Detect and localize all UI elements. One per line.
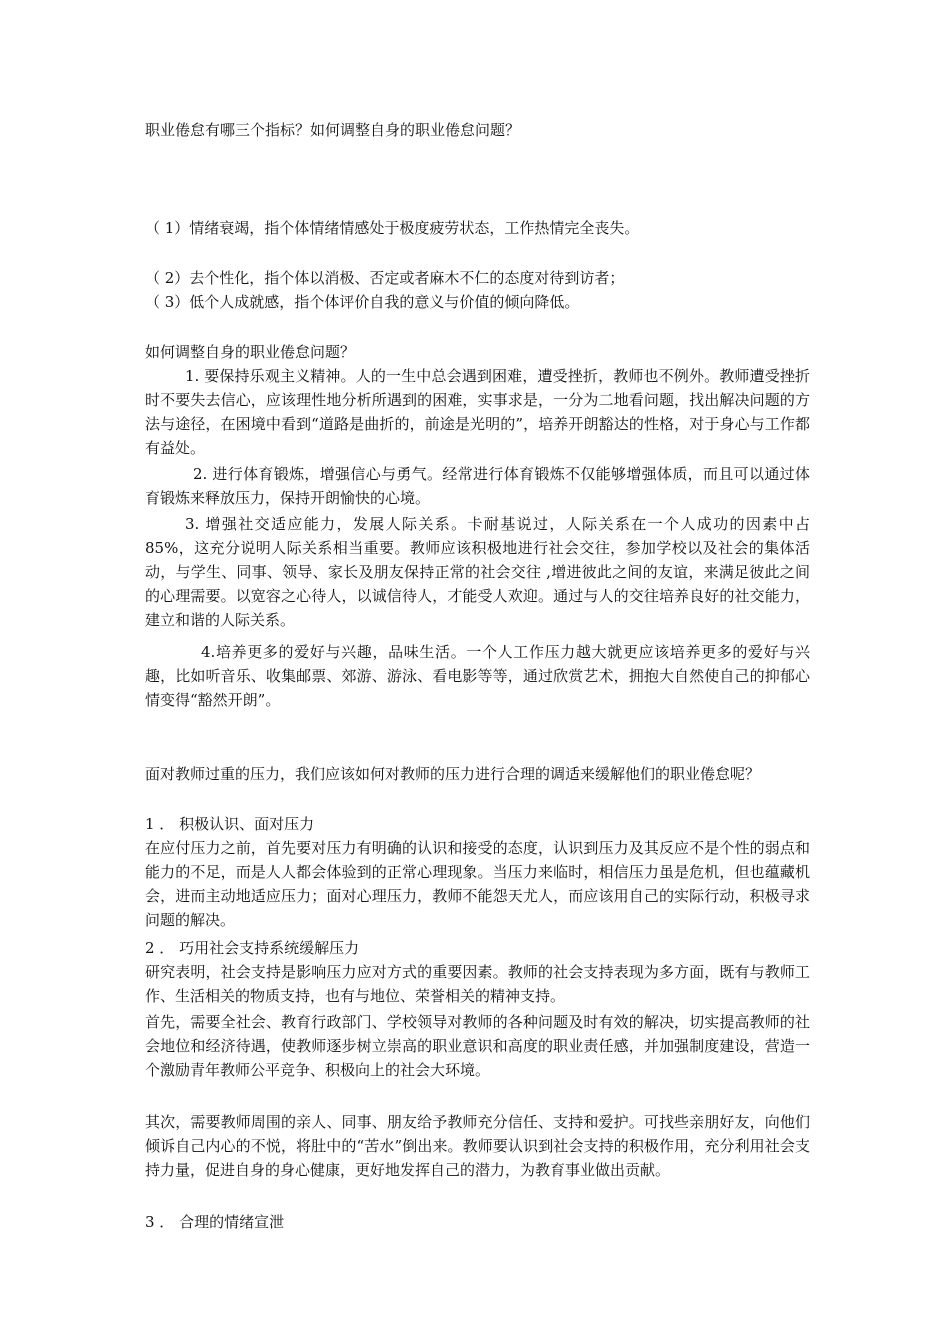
section-3-heading: 3 ． 合理的情绪宣泄 (145, 1213, 285, 1231)
adjust-point-2: 2. 进行体育锻炼，增强信心与勇气。经常进行体育锻炼不仅能够增强体质，而且可以通过体育锻炼来释放压力，保持开朗愉快的心境。 (145, 465, 810, 507)
adjust-point-1: 1. 要保持乐观主义精神。人的一生中总会遇到困难，遭受挫折，教师也不例外。教师遭受挫折时不要失去信心，应该理性地分析所遇到的困难，实事求是，一分为二地看问题，找出解决问题的方法与途径，在困境中看到“道路是曲折的，前途是光明的”，培养开朗豁达的性格，对于身心与工作都有益处。 (145, 367, 810, 457)
indicator-1: （ 1）情绪衰竭，指个体情绪情感处于极度疲劳状态，工作热情完全丧失。 (145, 219, 640, 237)
adjust-point-4: 4.培养更多的爱好与兴趣，品味生活。一个人工作压力越大就更应该培养更多的爱好与兴趣，比如听音乐、收集邮票、郊游、游泳、看电影等等，通过欣赏艺术，拥抱大自然使自己的抑郁心情变得“豁然开朗”。 (145, 643, 810, 709)
how-heading: 如何调整自身的职业倦怠问题？ (145, 343, 356, 361)
section-2-text-1: 研究表明，社会支持是影响压力应对方式的重要因素。教师的社会支持表现为多方面，既有与教师工作、生活相关的物质支持，也有与地位、荣誉相关的精神支持。 (145, 963, 810, 1005)
document-title: 职业倦怠有哪三个指标？如何调整自身的职业倦怠问题？ (145, 121, 521, 139)
indicator-2: （ 2）去个性化，指个体以消极、否定或者麻木不仁的态度对待到访者； (145, 269, 625, 287)
indicator-3: （ 3）低个人成就感，指个体评价自我的意义与价值的倾向降低。 (145, 293, 580, 311)
section-1-text: 在应付压力之前，首先要对压力有明确的认识和接受的态度，认识到压力及其反应不是个性的弱点和能力的不足，而是人人都会体验到的正常心理现象。当压力来临时，相信压力虽是危机，但也蕴藏机会，进而主动地适应压力；面对心理压力，教师不能怨天尤人，而应该用自己的实际行动，积极寻求问题的解决。 (145, 839, 810, 929)
section-2-text-2: 首先，需要全社会、教育行政部门、学校领导对教师的各种问题及时有效的解决，切实提高教师的社会地位和经济待遇，使教师逐步树立崇高的职业意识和高度的职业责任感，并加强制度建设，营造一个激励青年教师公平竞争、积极向上的社会大环境。 (145, 1013, 810, 1079)
section-2-text-3: 其次，需要教师周围的亲人、同事、朋友给予教师充分信任、支持和爱护。可找些亲朋好友，向他们倾诉自己内心的不悦，将肚中的“苦水”倒出来。教师要认识到社会支持的积极作用，充分利用社会支持力量，促进自身的身心健康，更好地发挥自己的潜力，为教育事业做出贡献。 (145, 1113, 810, 1179)
section-2-heading: 2 ． 巧用社会支持系统缓解压力 (145, 939, 360, 957)
pressure-question: 面对教师过重的压力，我们应该如何对教师的压力进行合理的调适来缓解他们的职业倦怠呢？ (145, 765, 761, 783)
adjust-point-3: 3. 增强社交适应能力，发展人际关系。卡耐基说过，人际关系在一个人成功的因素中占 85%，这充分说明人际关系相当重要。教师应该积极地进行社会交往，参加学校以及社会的集体活动，与学生、同事、领导、家长及朋友保持正常的社会交往 ,增进彼此之间的友谊，来满足彼此之间的心理需要。以宽容之心待人，以诚信待人，才能受人欢迎。通过与人的交往培养良好的社交能力，建立和谐的人际关系。 (145, 515, 810, 629)
section-1-heading: 1 ． 积极认识、面对压力 (145, 815, 315, 833)
